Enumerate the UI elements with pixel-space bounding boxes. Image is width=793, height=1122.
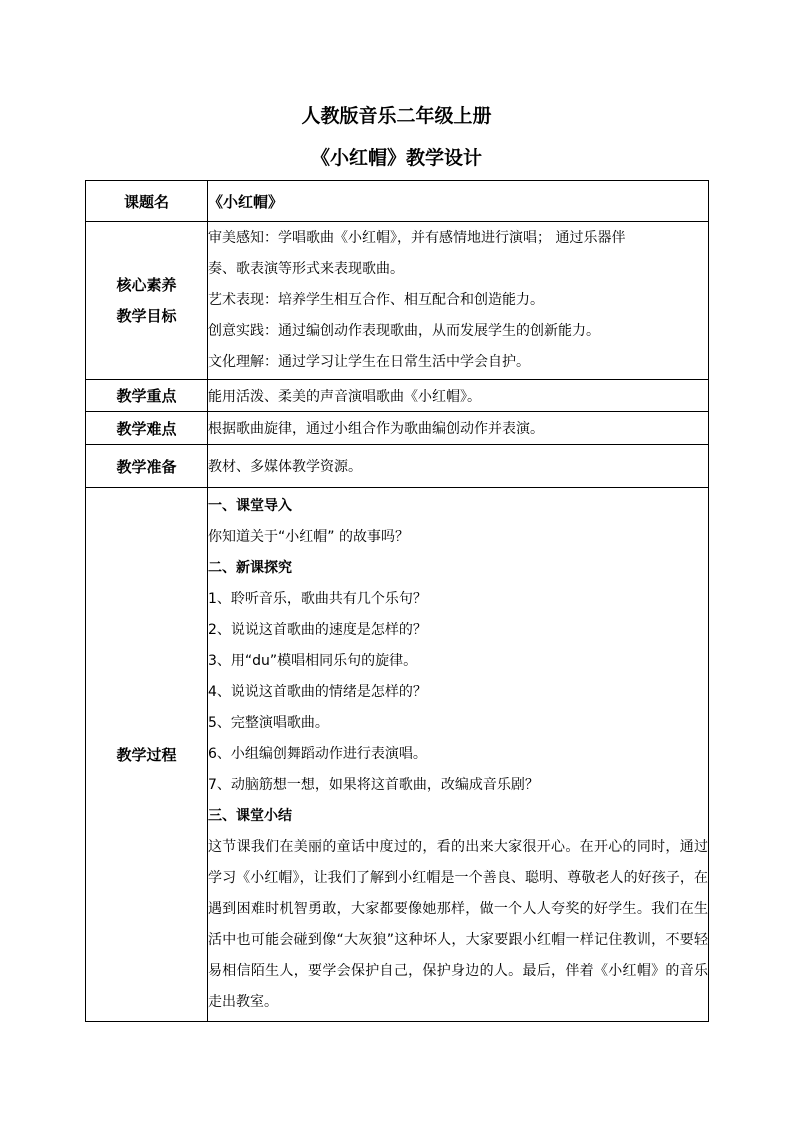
goal-line: 创意实践：通过编创动作表现歌曲，从而发展学生的创新能力。 <box>208 323 600 339</box>
table-row-difficulties <box>86 412 709 445</box>
goals-label-line2: 教学目标 <box>116 306 177 325</box>
process-label: 教学过程 <box>86 488 208 1022</box>
preparation-value: 教材、多媒体教学资源。 <box>208 445 709 488</box>
section-heading: 一、课堂导入 <box>208 498 292 514</box>
process-line: 你知道关于“小红帽” 的故事吗？ <box>208 529 409 545</box>
topic-value: 《小红帽》 <box>208 181 709 222</box>
summary-paragraph: 这节课我们在美丽的童话中度过的，看的出来大家很开心。在开心的同时，通过学习《小红帽》，让我们了解到小红帽是一个善良、聪明、尊敬老人的好孩子，在遇到困难时机智勇敢，大家都要像她那样，做一个人人夸奖的好学生。我们在生活中也可能会碰到像“大灰狼”这种坏人，大家要跟小红帽一样记住教训，不要轻易相信陌生人，要学会保护自己，保护身边的人。最后，伴着《小红帽》的音乐走出教室。 <box>208 839 708 1010</box>
goal-line: 审美感知：学唱歌曲《小红帽》，并有感情地进行演唱； 通过乐器伴 <box>208 230 626 246</box>
process-line: 4、说说这首歌曲的情绪是怎样的？ <box>208 684 427 700</box>
goal-line: 奏、歌表演等形式来表现歌曲。 <box>208 261 404 277</box>
difficulties-value: 根据歌曲旋律，通过小组合作为歌曲编创动作并表演。 <box>208 412 709 445</box>
topic-label: 课题名 <box>86 181 208 222</box>
section-heading: 三、课堂小结 <box>208 808 292 824</box>
process-line: 7、动脑筋想一想，如果将这首歌曲，改编成音乐剧？ <box>208 777 539 793</box>
difficulties-label: 教学难点 <box>86 412 208 445</box>
process-line: 3、用“du”模唱相同乐句的旋律。 <box>208 653 418 669</box>
key-points-value: 能用活泼、柔美的声音演唱歌曲《小红帽》。 <box>208 380 709 412</box>
preparation-label: 教学准备 <box>86 445 208 488</box>
lesson-plan-table <box>85 180 709 1022</box>
process-line: 1、聆听音乐，歌曲共有几个乐句？ <box>208 591 427 607</box>
goal-line: 文化理解：通过学习让学生在日常生活中学会自护。 <box>208 354 530 370</box>
table-row-preparation <box>86 445 709 488</box>
table-row-key-points <box>86 380 709 412</box>
table-row-goals <box>86 222 709 380</box>
document-subtitle: 《小红帽》教学设计 <box>310 147 482 169</box>
document-title: 人教版音乐二年级上册 <box>301 105 492 127</box>
table-row-process <box>86 488 709 1022</box>
goals-content <box>208 222 709 380</box>
process-line: 5、完整演唱歌曲。 <box>208 715 329 731</box>
process-line: 2、说说这首歌曲的速度是怎样的？ <box>208 622 427 638</box>
section-heading: 二、新课探究 <box>208 560 292 576</box>
process-line: 6、小组编创舞蹈动作进行表演唱。 <box>208 746 427 762</box>
table-row-topic <box>86 181 709 222</box>
key-points-label: 教学重点 <box>86 380 208 412</box>
goals-label-line1: 核心素养 <box>116 275 177 294</box>
process-content <box>208 488 709 1022</box>
goal-line: 艺术表现：培养学生相互合作、相互配合和创造能力。 <box>208 292 544 308</box>
goals-label-cell <box>86 222 208 380</box>
